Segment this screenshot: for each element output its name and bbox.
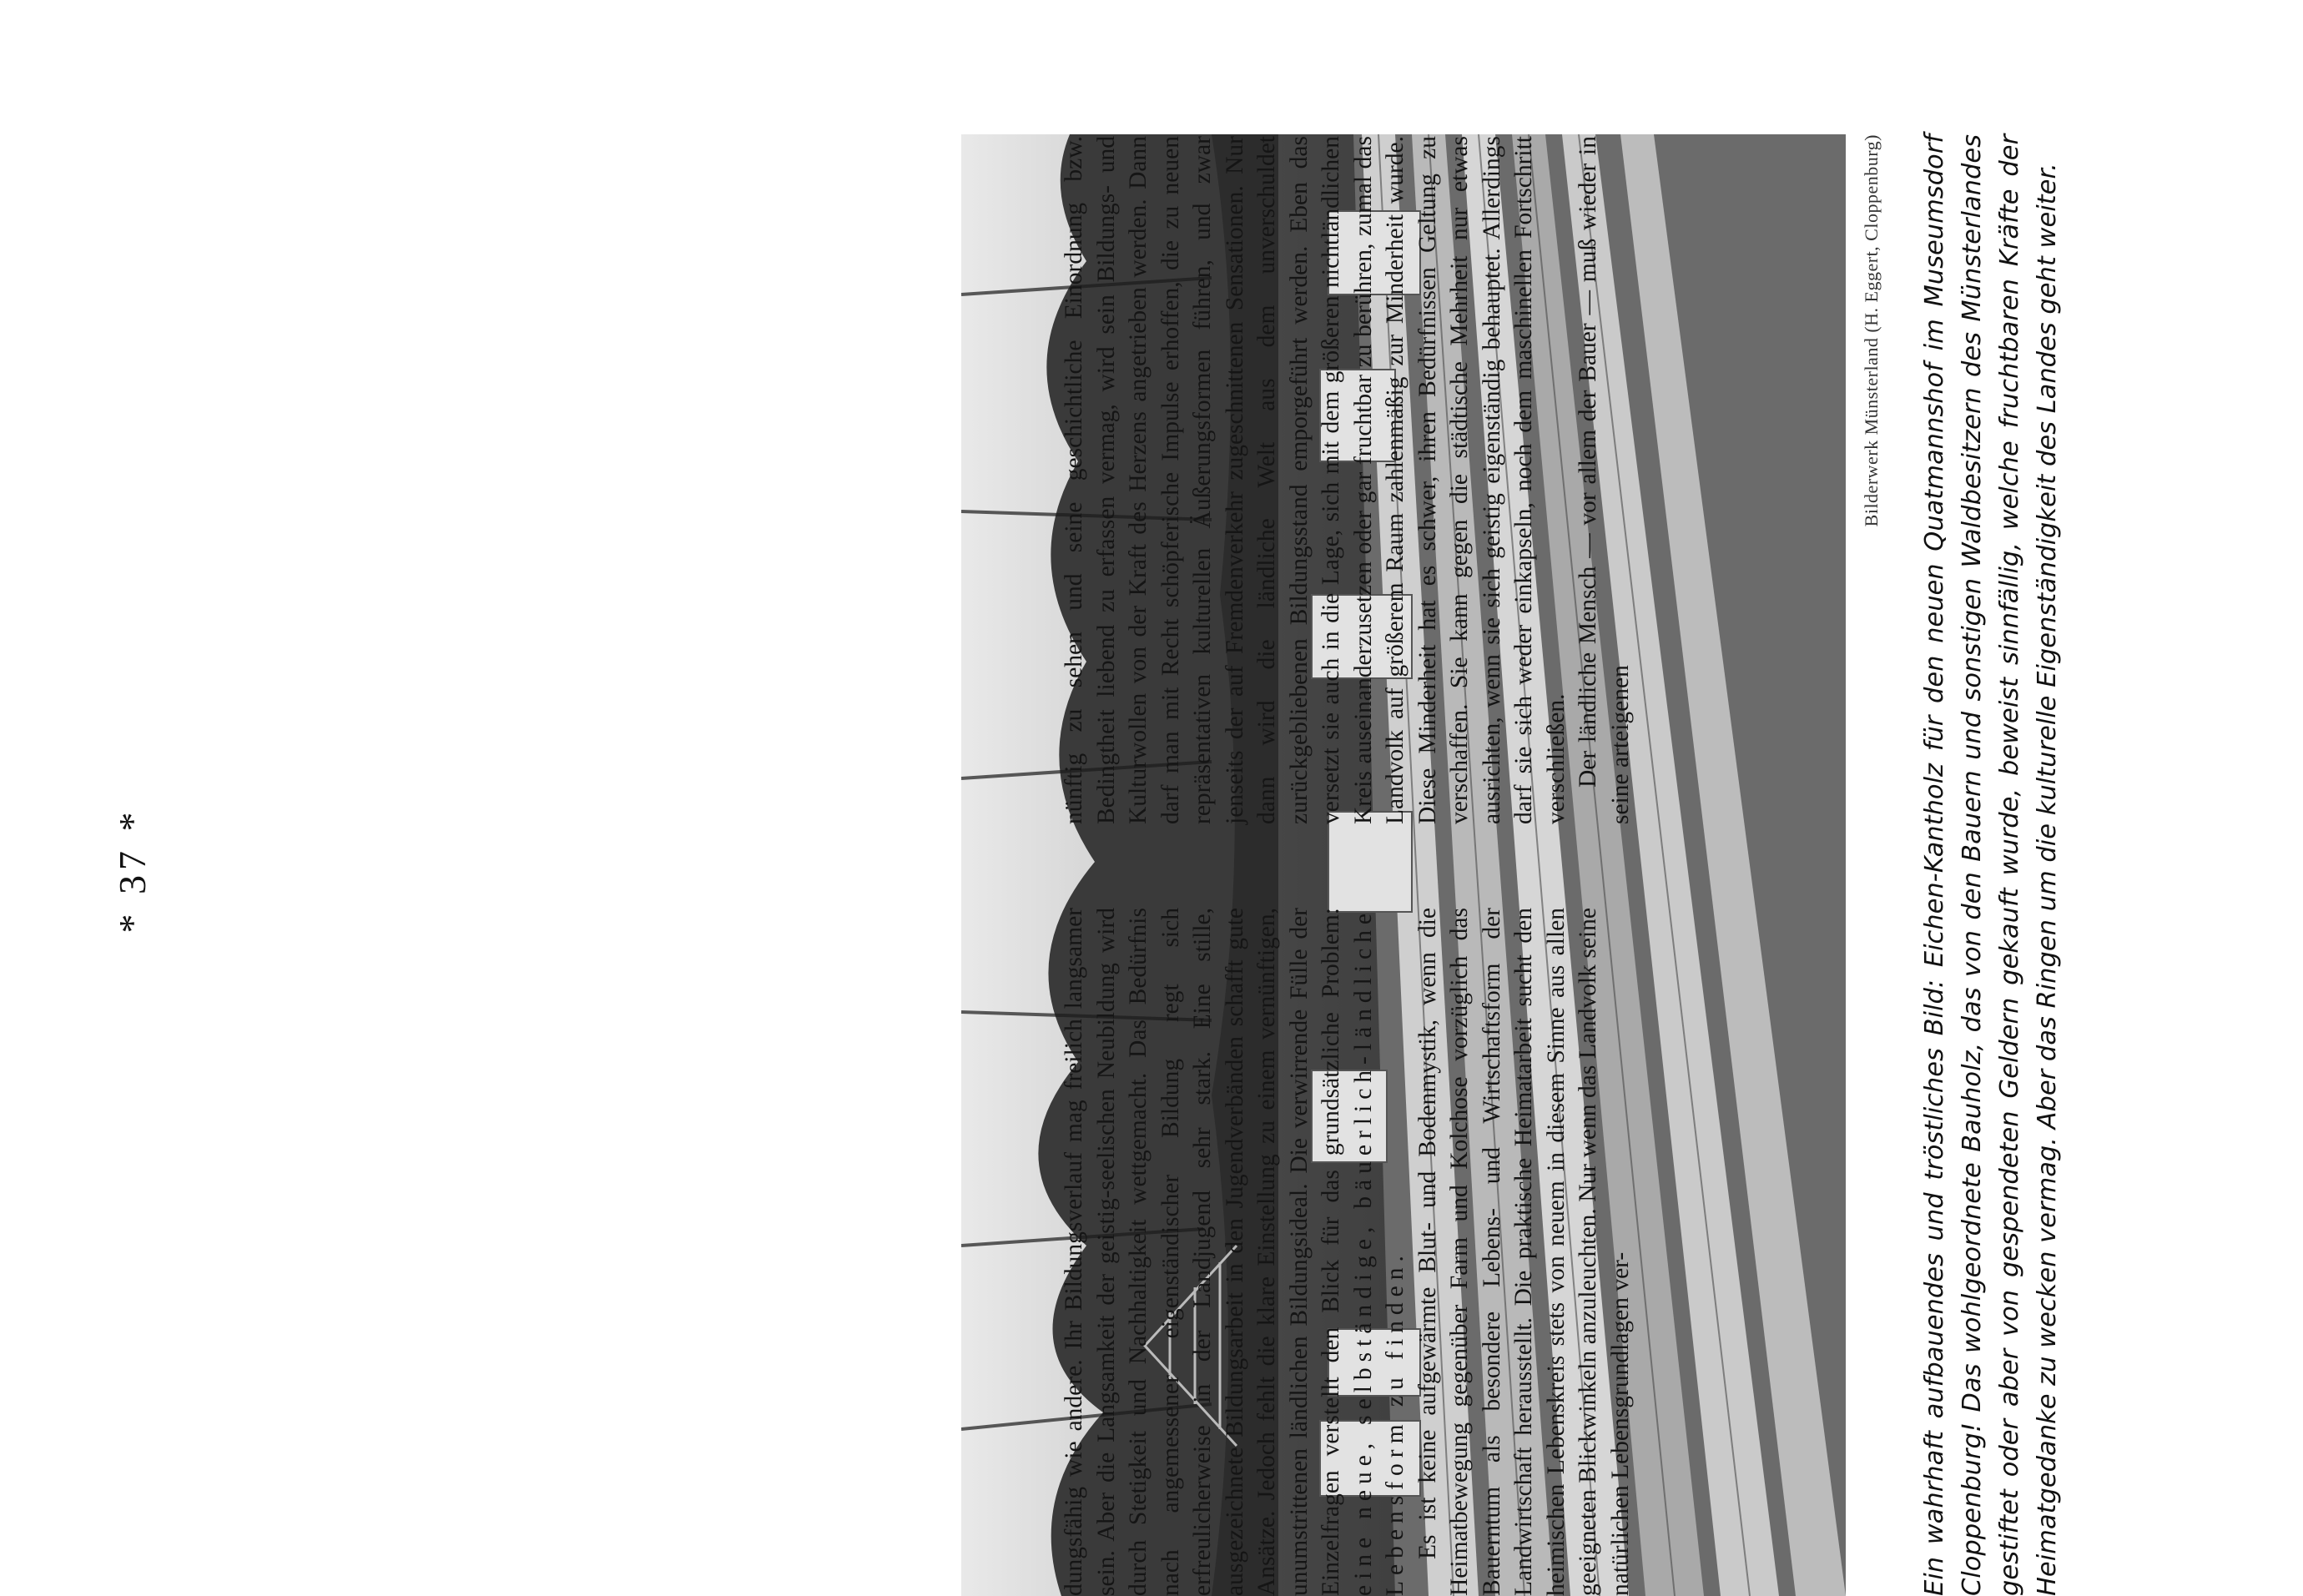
paragraph: Der ländliche Mensch — vor allem der Bauer — muß wieder in seine arteigenen bbox=[1575, 136, 1634, 824]
photo-credit: Bilderwerk Münsterland (H. Eggert, Cloppenburg) bbox=[1861, 134, 1882, 527]
paragraph: nünftig zu sehen und seine geschichtliche Einordnung bzw. Bedingtheit liebend zu erfassen vermag, wird sein Bildungs- und Kulturwollen von der Kraft des Herzens angetrieben werden. Dann darf man mit Recht schöpferische Impulse erhoffen, die zu neuen repräsentativen kulturellen Äußerungsformen führen, und zwar jenseits der auf Fremdenverkehr zugeschnittenen Sensationen. Nur dann wird die ländliche Welt aus dem unverschuldet zurückgebliebenen Bildungsstand emporgeführt werden. Eben das versetzt sie auch in die Lage, sich mit dem größeren nichtländlichen Kreis auseinanderzusetzen oder gar fruchtbar zu berühren, zumal das Landvolk auf größerem Raum zahlenmäßig zur Minderheit wurde. Diese Minderheit hat es schwer, ihren Bedürfnissen Geltung zu verschaffen. Sie kann gegen die städtische Mehrheit nur etwas ausrichten, wenn sie sich geistig eigenständig behauptet. Allerdings darf sie sich weder einkapseln, noch dem maschinellen Fortschritt verschließen. bbox=[1061, 136, 1570, 824]
photo-caption: Ein wahrhaft aufbauendes und tröstliches Bild: Eichen-Kantholz für den neuen Quatmannshof im Museumsdorf Cloppenburg! Das wohlgeordnete Bauholz, das von den Bauern und sonstigen Waldbesitzern des Münsterlandes gestiftet oder aber von gespendeten Geldern gekauft wurde, beweist sinnfällig, welche fruchtbaren Kräfte der Heimatgedanke zu wecken vermag. Aber das Ringen um die kulturelle Eigenständigkeit des Landes geht weiter. bbox=[1920, 134, 2062, 1596]
paragraph-text: dungsfähig wie andere. Ihr Bildungsverlauf mag freilich langsamer sein. Aber die Langsamkeit der geistig-seelischen Neubildung wird durch Stetigkeit und Nachhaltigkeit wettgemacht. Das Bedürfnis nach angemessener eigenständischer Bildung regt sich erfreulicherweise in der Landjugend sehr stark. Eine stille, ausgezeichnete Bildungsarbeit in den Jugendverbänden schafft gute Ansätze. Jedoch fehlt die klare Einstellung zu einem vernünftigen, unumstrittenen ländlichen Bildungsideal. Die verwirrende Fülle der Einzelfragen verstellt den Blick für das grundsätzliche Problem: bbox=[1061, 908, 1344, 1596]
paragraph bbox=[1058, 908, 1412, 1596]
page-number: * 37 * bbox=[111, 807, 154, 934]
text-column-right bbox=[1058, 136, 1636, 824]
paragraph: Es ist keine aufgewärmte Blut- und Bodenmystik, wenn die Heimatbewegung gegenüber Farm und Kolchose vorzüglich das Bauerntum als besondere Lebens- und Wirtschaftsform der Landwirtschaft herausstellt. Die praktische Heimatarbeit sucht den heimischen Lebenskreis stets von neuem in diesem Sinne aus allen geeigneten Blickwinkeln anzuleuchten. Nur wenn das Landvolk seine natürlichen Lebensgrundlagen ver- bbox=[1414, 908, 1634, 1596]
emphasized-text: eine neue, selbständige, bäuerlich-ländliche Lebensform zu finden. bbox=[1349, 908, 1409, 1596]
text-column-left bbox=[1058, 908, 1636, 1596]
